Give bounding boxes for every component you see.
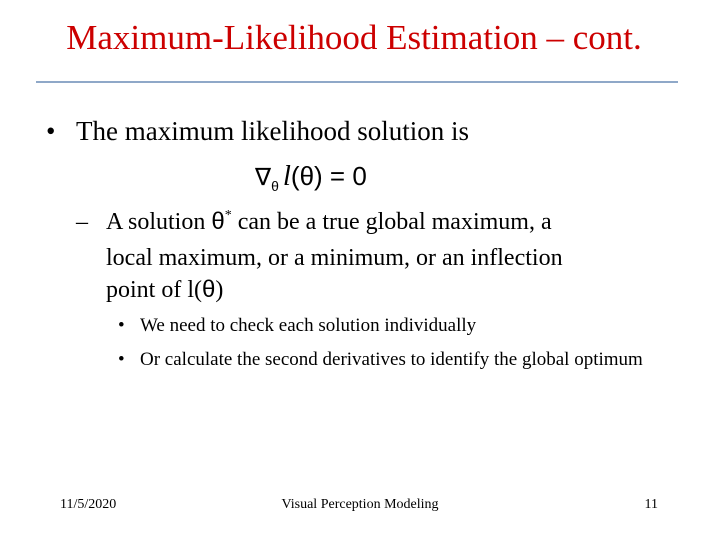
sub-bullet-line-1 (106, 206, 676, 242)
bullet-marker: • (46, 116, 56, 146)
sub-bullet-text (106, 206, 676, 306)
page-number: 11 (644, 497, 658, 512)
line1-pre: A solution (106, 209, 212, 235)
equation-rhs: (θ) = 0 (290, 161, 367, 191)
dash-marker: – (76, 209, 88, 235)
sub-sub-bullet-text: Or calculate the second derivatives to identify the global optimum (140, 349, 643, 370)
equation-subscript: θ (271, 178, 279, 194)
sub-bullet-line-3 (106, 274, 676, 306)
sub-sub-bullet-1 (118, 312, 678, 339)
slide-title: Maximum-Likelihood Estimation – cont. (66, 18, 642, 57)
equation-function: l (282, 160, 291, 192)
main-bullet (46, 116, 469, 147)
footer-date: 11/5/2020 (60, 497, 117, 512)
sub-sub-bullet-marker: • (118, 315, 125, 336)
theta-symbol-2: θ (202, 276, 216, 303)
main-bullet-text: The maximum likelihood solution is (76, 116, 469, 146)
sub-sub-bullet-marker: • (118, 349, 125, 370)
star-superscript: * (224, 208, 232, 223)
gradient-equation (255, 160, 367, 193)
theta-symbol: θ (211, 208, 225, 235)
sub-bullet-line-2: local maximum, or a minimum, or an inflection (106, 245, 563, 271)
nabla-symbol: ∇ (255, 163, 272, 191)
footer-title: Visual Perception Modeling (281, 497, 439, 512)
line1-post: can be a true global maximum, a (231, 209, 552, 235)
title-divider (36, 81, 678, 83)
sub-sub-bullet-2 (118, 346, 678, 373)
line3-pre: point of l( (106, 277, 202, 303)
sub-bullet (76, 206, 676, 306)
sub-sub-bullet-text: We need to check each solution individually (140, 315, 477, 336)
line3-post: ) (215, 277, 224, 303)
